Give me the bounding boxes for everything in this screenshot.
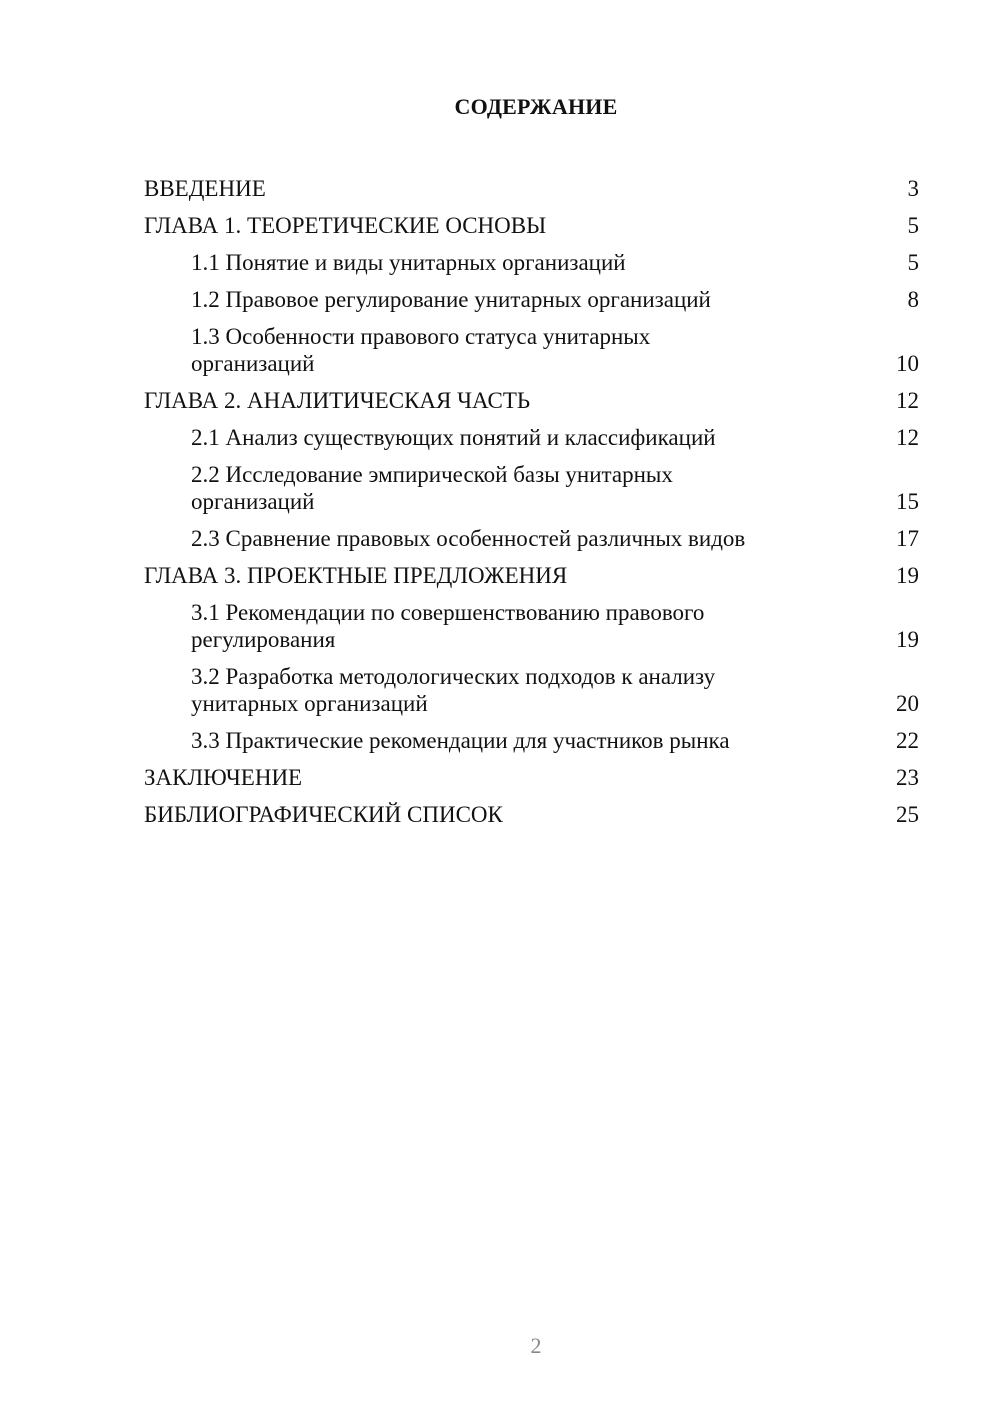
toc-entry-chapter-2: [144, 382, 919, 419]
toc-entry-label: 2.1 Анализ существующих понятий и классификаций: [191, 425, 716, 450]
toc-entry-introduction: [144, 170, 919, 207]
toc-entry-label: 1.2 Правовое регулирование унитарных организаций: [191, 287, 711, 312]
toc-entry-page: 5: [907, 213, 919, 238]
toc-entry-label: 3.2 Разработка методологических подходов к анализу унитарных организаций: [191, 664, 716, 716]
table-of-contents: [144, 170, 919, 833]
toc-entry-label: БИБЛИОГРАФИЧЕСКИЙ СПИСОК: [144, 802, 503, 827]
toc-entry-page: 3: [907, 176, 919, 201]
toc-entry-page: 19: [896, 563, 919, 588]
toc-entry-page: 8: [907, 287, 919, 312]
toc-entry-label: 1.3 Особенности правового статуса унитарных организаций: [191, 324, 651, 376]
toc-entry-conclusion: [144, 759, 919, 796]
toc-entry-section-2-1: [144, 419, 919, 456]
page-number: 2: [530, 1333, 542, 1358]
toc-entry-page: 22: [896, 728, 919, 753]
toc-entry-section-3-3: [144, 722, 919, 759]
toc-entry-page: 23: [896, 765, 919, 790]
toc-entry-page: 5: [907, 250, 919, 275]
toc-entry-label: ГЛАВА 3. ПРОЕКТНЫЕ ПРЕДЛОЖЕНИЯ: [144, 563, 568, 588]
toc-entry-label: 2.2 Исследование эмпирической базы унитарных организаций: [191, 462, 673, 514]
toc-entry-page: 15: [896, 489, 919, 514]
toc-entry-page: 12: [896, 388, 919, 413]
toc-entry-page: 12: [896, 425, 919, 450]
toc-entry-chapter-3: [144, 557, 919, 594]
toc-entry-chapter-1: [144, 207, 919, 244]
toc-entry-page: 17: [896, 526, 919, 551]
toc-entry-section-1-3: [144, 318, 919, 382]
toc-entry-section-2-3: [144, 520, 919, 557]
toc-entry-page: 25: [896, 802, 919, 827]
toc-entry-label: ЗАКЛЮЧЕНИЕ: [144, 765, 303, 790]
toc-entry-section-1-1: [144, 244, 919, 281]
toc-entry-label: ГЛАВА 1. ТЕОРЕТИЧЕСКИЕ ОСНОВЫ: [144, 213, 547, 238]
toc-entry-label: ВВЕДЕНИЕ: [144, 176, 266, 201]
toc-entry-label: 1.1 Понятие и виды унитарных организаций: [191, 250, 626, 275]
toc-entry-label: 2.3 Сравнение правовых особенностей различных видов: [191, 526, 746, 551]
toc-entry-section-3-2: [144, 658, 919, 722]
toc-entry-label: 3.1 Рекомендации по совершенствованию правового регулирования: [191, 600, 705, 652]
toc-entry-section-2-2: [144, 456, 919, 520]
toc-entry-section-3-1: [144, 594, 919, 658]
toc-entry-page: 20: [896, 691, 919, 716]
toc-entry-page: 19: [896, 627, 919, 652]
toc-entry-bibliography: [144, 796, 919, 833]
toc-entry-label: ГЛАВА 2. АНАЛИТИЧЕСКАЯ ЧАСТЬ: [144, 388, 531, 413]
toc-entry-label: 3.3 Практические рекомендации для участников рынка: [191, 728, 730, 753]
page-title: СОДЕРЖАНИЕ: [454, 94, 618, 119]
toc-entry-page: 10: [896, 351, 919, 376]
toc-entry-section-1-2: [144, 281, 919, 318]
